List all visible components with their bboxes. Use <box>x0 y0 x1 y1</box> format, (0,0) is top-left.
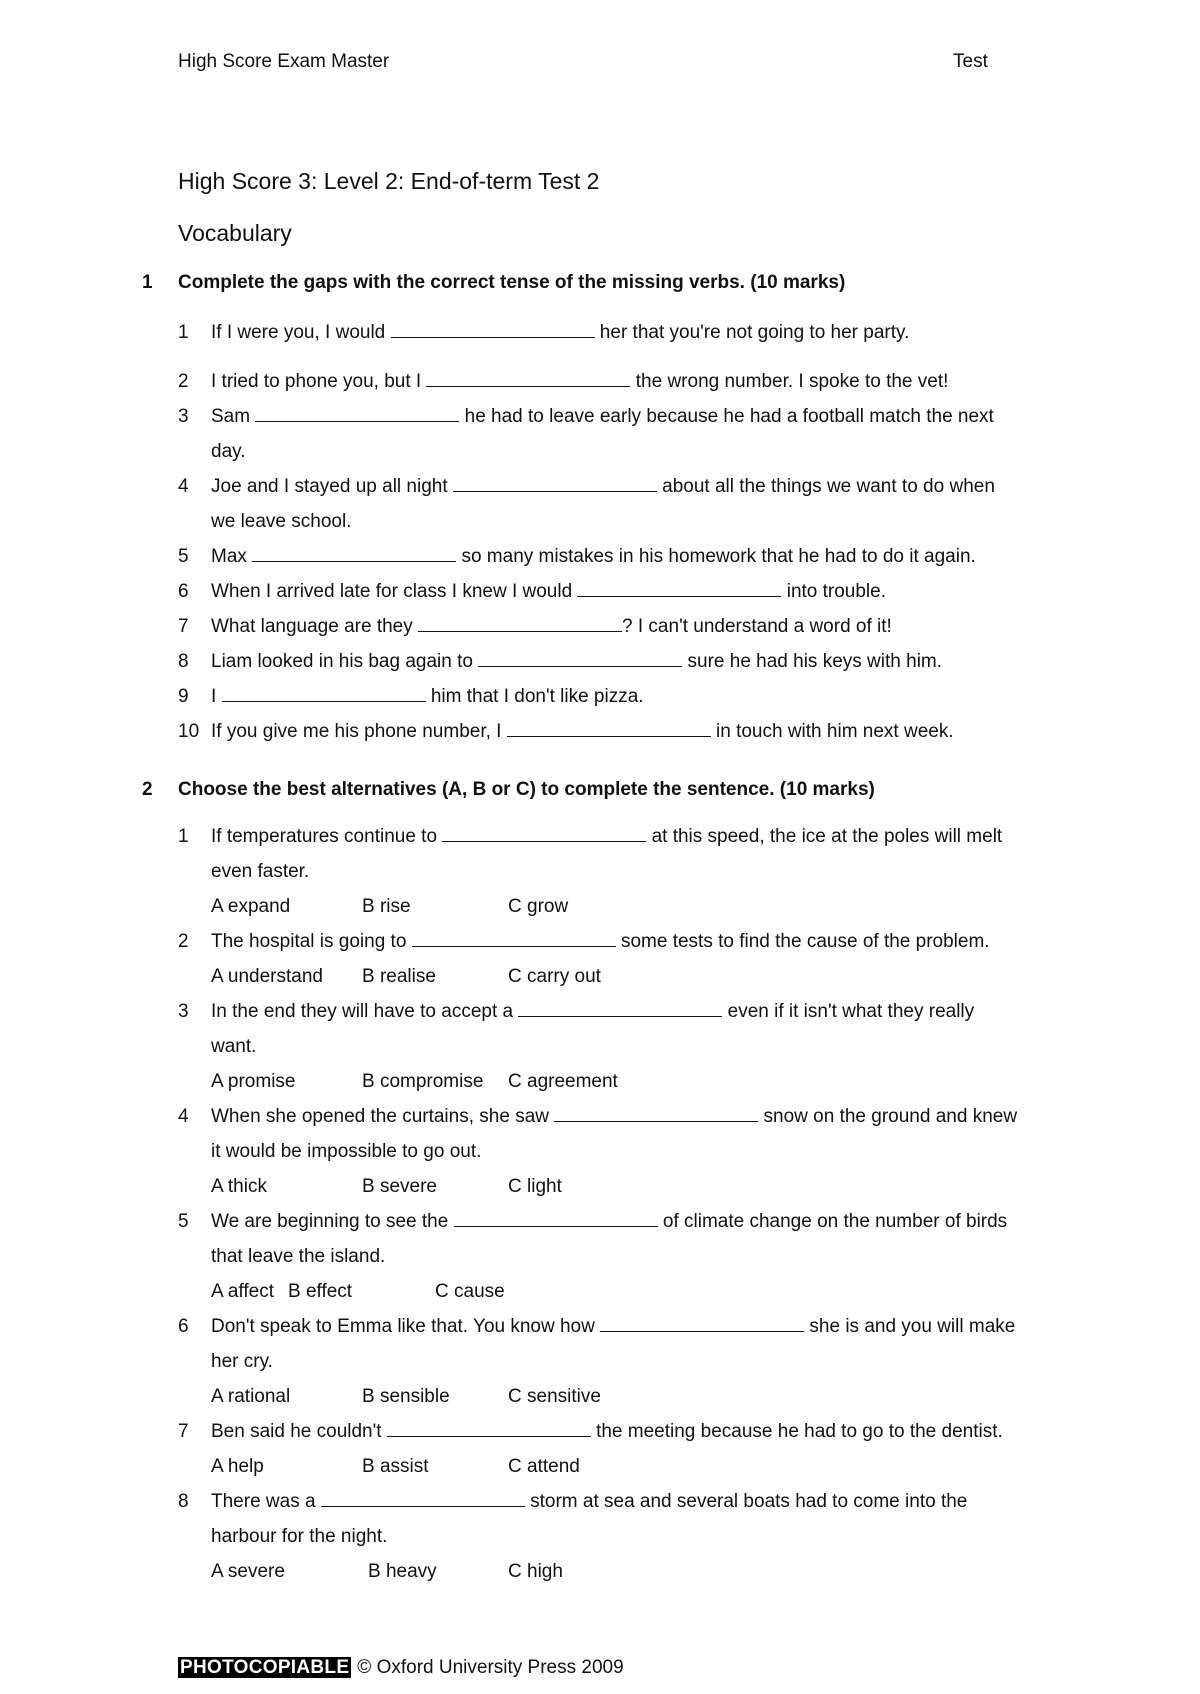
question-text-before: The hospital is going to <box>211 931 412 952</box>
question-text <box>211 1211 1071 1233</box>
question-text-before: Ben said he couldn't <box>211 1421 387 1442</box>
answer-gap[interactable] <box>454 1212 658 1227</box>
header-doc-type: Test <box>953 51 988 72</box>
answer-gap[interactable] <box>507 722 711 737</box>
question-number: 7 <box>178 1421 189 1442</box>
question-text-after: ? I can't understand a word of it! <box>622 616 892 637</box>
question-text-before: If temperatures continue to <box>211 826 443 847</box>
question-text-before: Sam <box>211 406 256 427</box>
question-number: 1 <box>178 322 189 343</box>
question-number: 6 <box>178 1316 189 1337</box>
option-b: B realise <box>362 966 436 987</box>
question-text <box>211 721 1071 743</box>
option-c: C cause <box>435 1281 505 1302</box>
question-text-continued: harbour for the night. <box>211 1526 388 1547</box>
option-b: B sensible <box>362 1386 450 1407</box>
question-number: 4 <box>178 476 189 497</box>
question-text-continued: even faster. <box>211 861 310 882</box>
question-text-before: If I were you, I would <box>211 322 391 343</box>
exercise-2-instruction: Choose the best alternatives (A, B or C) to complete the sentence. (10 marks) <box>178 779 875 800</box>
question-text <box>211 686 1071 708</box>
option-b: B compromise <box>362 1071 484 1092</box>
question-text <box>211 406 1071 428</box>
question-text-before: I <box>211 686 222 707</box>
question-text-after: so many mistakes in his homework that he had to do it again. <box>456 546 976 567</box>
question-text-after: she is and you will make <box>804 1316 1016 1337</box>
option-a: A severe <box>211 1561 285 1582</box>
question-text-continued: that leave the island. <box>211 1246 386 1267</box>
question-text <box>211 1316 1071 1338</box>
question-text-after: sure he had his keys with him. <box>682 651 943 672</box>
answer-gap[interactable] <box>554 1107 758 1122</box>
question-text-continued: want. <box>211 1036 257 1057</box>
answer-gap[interactable] <box>442 827 646 842</box>
question-number: 6 <box>178 581 189 602</box>
answer-gap[interactable] <box>391 323 595 338</box>
exercise-1-number: 1 <box>142 272 153 293</box>
option-a: A understand <box>211 966 323 987</box>
page-title: High Score 3: Level 2: End-of-term Test 2 <box>178 168 600 194</box>
question-text-after: her that you're not going to her party. <box>594 322 910 343</box>
option-b: B assist <box>362 1456 429 1477</box>
option-b: B heavy <box>368 1561 437 1582</box>
question-text <box>211 1106 1071 1128</box>
question-text-after: snow on the ground and knew <box>758 1106 1018 1127</box>
option-c: C high <box>508 1561 563 1582</box>
option-c: C attend <box>508 1456 580 1477</box>
question-text-before: If you give me his phone number, I <box>211 721 507 742</box>
question-text-before: When I arrived late for class I knew I would <box>211 581 578 602</box>
footer <box>178 1657 624 1679</box>
question-text <box>211 581 1071 603</box>
question-text-before: Don't speak to Emma like that. You know how <box>211 1316 601 1337</box>
question-text-after: into trouble. <box>781 581 887 602</box>
option-b: B severe <box>362 1176 437 1197</box>
question-text <box>211 931 1071 953</box>
question-number: 4 <box>178 1106 189 1127</box>
option-a: A expand <box>211 896 291 917</box>
question-number: 8 <box>178 1491 189 1512</box>
question-text-after: the meeting because he had to go to the dentist. <box>590 1421 1003 1442</box>
answer-gap[interactable] <box>387 1422 591 1437</box>
question-text-continued: we leave school. <box>211 511 352 532</box>
question-text-before: What language are they <box>211 616 419 637</box>
question-text-before: When she opened the curtains, she saw <box>211 1106 555 1127</box>
option-c: C sensitive <box>508 1386 601 1407</box>
answer-gap[interactable] <box>600 1317 804 1332</box>
option-b: B rise <box>362 896 411 917</box>
question-number: 8 <box>178 651 189 672</box>
option-c: C grow <box>508 896 569 917</box>
question-text <box>211 1491 1071 1513</box>
question-text-before: We are beginning to see the <box>211 1211 454 1232</box>
question-number: 3 <box>178 1001 189 1022</box>
answer-gap[interactable] <box>321 1492 525 1507</box>
question-number: 5 <box>178 546 189 567</box>
option-c: C agreement <box>508 1071 618 1092</box>
question-text <box>211 546 1071 568</box>
question-text-continued: it would be impossible to go out. <box>211 1141 482 1162</box>
question-text-after: some tests to find the cause of the problem. <box>615 931 990 952</box>
option-c: C carry out <box>508 966 601 987</box>
option-a: A thick <box>211 1176 267 1197</box>
question-number: 5 <box>178 1211 189 1232</box>
answer-gap[interactable] <box>426 372 630 387</box>
question-text-before: In the end they will have to accept a <box>211 1001 519 1022</box>
answer-gap[interactable] <box>453 477 657 492</box>
question-text-before: There was a <box>211 1491 321 1512</box>
question-text-after: even if it isn't what they really <box>722 1001 975 1022</box>
answer-gap[interactable] <box>518 1002 722 1017</box>
option-a: A promise <box>211 1071 296 1092</box>
question-text-before: Max <box>211 546 253 567</box>
answer-gap[interactable] <box>478 652 682 667</box>
question-text-after: he had to leave early because he had a football match the next <box>459 406 994 427</box>
question-text-after: him that I don't like pizza. <box>425 686 644 707</box>
option-a: A rational <box>211 1386 291 1407</box>
question-text-after: storm at sea and several boats had to come into the <box>524 1491 968 1512</box>
question-text <box>211 476 1071 498</box>
question-text <box>211 322 1071 344</box>
question-number: 9 <box>178 686 189 707</box>
section-heading-vocabulary: Vocabulary <box>178 220 292 246</box>
option-c: C light <box>508 1176 562 1197</box>
question-text-after: about all the things we want to do when <box>656 476 995 497</box>
question-text <box>211 616 1071 638</box>
question-text-before: I tried to phone you, but I <box>211 371 427 392</box>
question-text <box>211 826 1071 848</box>
question-text-continued: her cry. <box>211 1351 273 1372</box>
option-a: A help <box>211 1456 264 1477</box>
question-text-after: at this speed, the ice at the poles will melt <box>646 826 1003 847</box>
photocopiable-badge: PHOTOCOPIABLE <box>180 1657 350 1678</box>
answer-gap[interactable] <box>252 547 456 562</box>
header-publication: High Score Exam Master <box>178 51 390 72</box>
exercise-2-number: 2 <box>142 779 153 800</box>
question-text <box>211 371 1071 393</box>
answer-gap[interactable] <box>412 932 616 947</box>
copyright-text: © Oxford University Press 2009 <box>357 1657 624 1678</box>
question-number: 3 <box>178 406 189 427</box>
exercise-1-instruction: Complete the gaps with the correct tense of the missing verbs. (10 marks) <box>178 272 846 293</box>
question-text-continued: day. <box>211 441 246 462</box>
question-number: 2 <box>178 371 189 392</box>
answer-gap[interactable] <box>577 582 781 597</box>
question-number: 2 <box>178 931 189 952</box>
question-number: 10 <box>178 721 200 742</box>
question-text-after: in touch with him next week. <box>710 721 954 742</box>
question-text-before: Joe and I stayed up all night <box>211 476 453 497</box>
question-text-after: the wrong number. I spoke to the vet! <box>630 371 949 392</box>
answer-gap[interactable] <box>418 617 622 632</box>
question-number: 1 <box>178 826 189 847</box>
question-number: 7 <box>178 616 189 637</box>
question-text-after: of climate change on the number of birds <box>657 1211 1008 1232</box>
answer-gap[interactable] <box>222 687 426 702</box>
question-text <box>211 1421 1071 1443</box>
question-text <box>211 651 1071 673</box>
answer-gap[interactable] <box>255 407 459 422</box>
option-b: B effect <box>288 1281 353 1302</box>
option-a: A affect <box>211 1281 275 1302</box>
question-text-before: Liam looked in his bag again to <box>211 651 479 672</box>
question-text <box>211 1001 1071 1023</box>
